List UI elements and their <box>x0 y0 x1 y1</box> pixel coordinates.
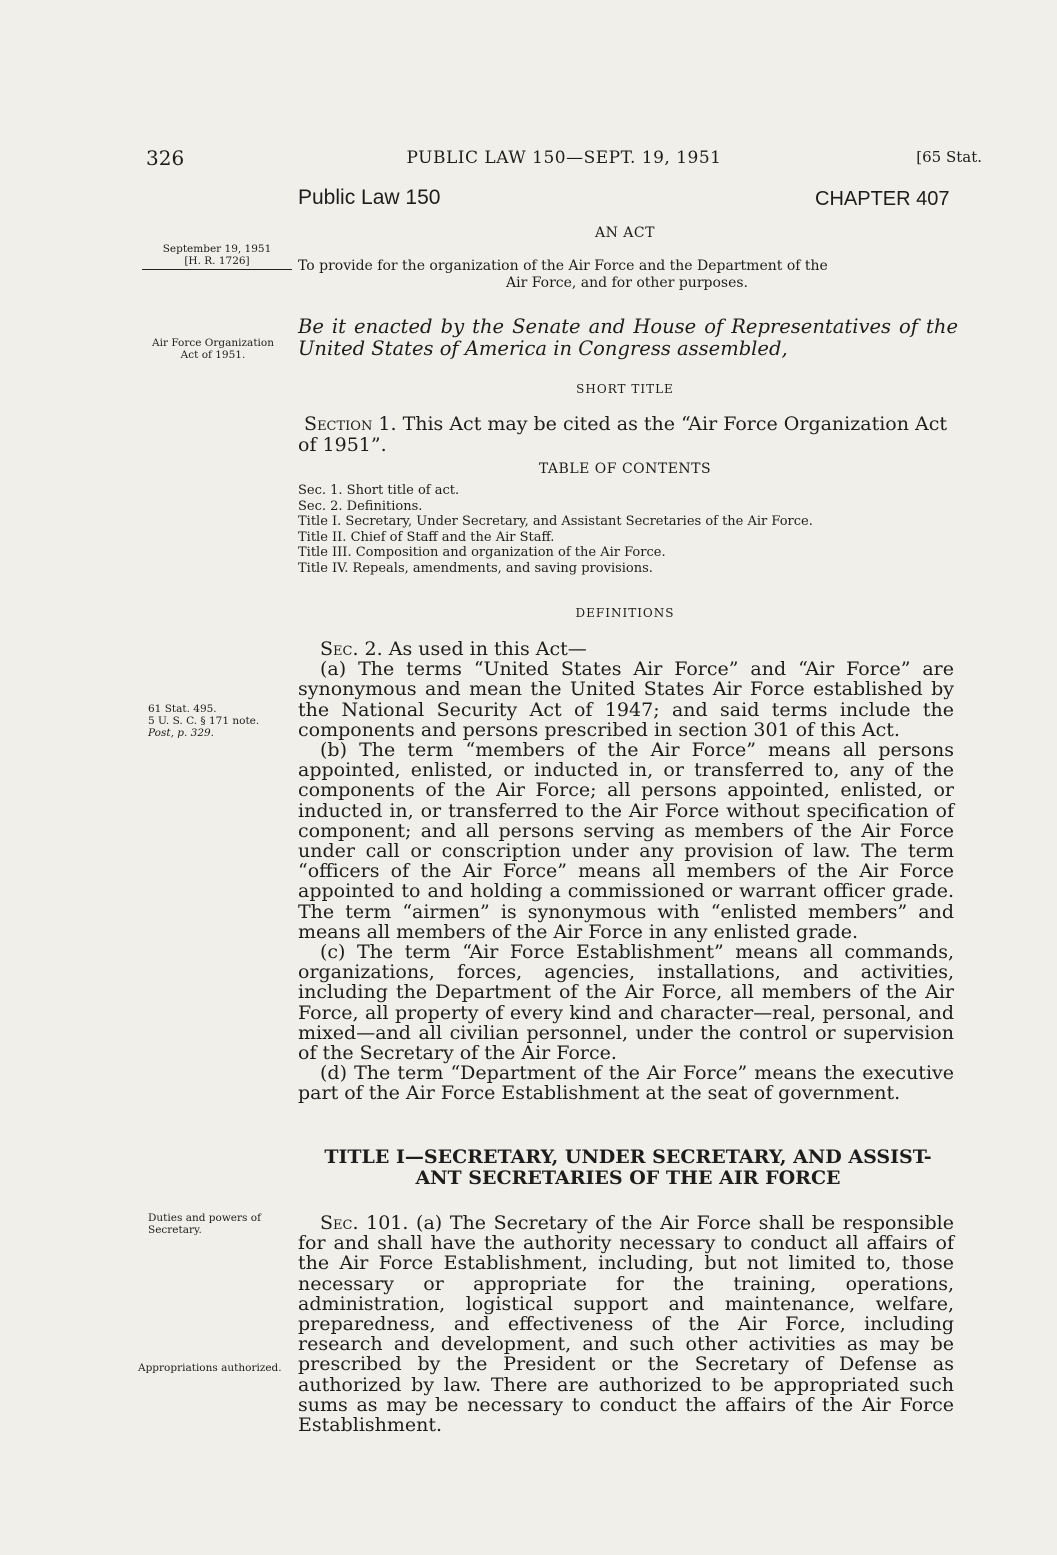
toc-item: Title II. Chief of Staff and the Air Staff. <box>298 529 555 545</box>
enacting-clause: Be it enacted by the Senate and House of Representatives of the United States of America in Congress assembled, <box>298 315 958 360</box>
section-101 <box>298 1213 954 1435</box>
toc-item: Title IV. Repeals, amendments, and saving provisions. <box>298 560 653 576</box>
section-1 <box>298 414 954 456</box>
title-1-heading-line-2: ANT SECRETARIES OF THE AIR FORCE <box>415 1167 841 1189</box>
citation-post: Post, p. 329. <box>148 727 215 739</box>
purpose-line-1: To provide for the organization of the Air Force and the Department of the <box>298 258 828 274</box>
table-of-contents <box>298 483 958 577</box>
title-1-heading <box>298 1147 958 1189</box>
section-1-text: This Act may be cited as the “Air Force Organization Act of 1951”. <box>298 413 948 456</box>
act-purpose <box>298 258 956 292</box>
definition-d: (d) The term “Department of the Air Force” means the executive part of the Air Force Establishment at the seat of government. <box>298 1062 954 1105</box>
chapter-number: CHAPTER 407 <box>815 188 950 210</box>
section-2-label: Sec. 2. <box>320 638 383 660</box>
bill-number: [H. R. 1726] <box>142 255 292 270</box>
toc-item: Title III. Composition and organization of the Air Force. <box>298 545 666 561</box>
toc-item: Sec. 1. Short title of act. <box>298 483 460 498</box>
page-header <box>146 146 982 170</box>
section-1-label: Section 1. <box>304 413 397 435</box>
toc-item: Sec. 2. Definitions. <box>298 498 423 514</box>
citation-stat: 61 Stat. 495. <box>148 703 217 715</box>
statute-reference: [65 Stat. <box>916 148 982 166</box>
definitions-heading: DEFINITIONS <box>575 606 675 620</box>
section-101-text: (a) The Secretary of the Air Force shall be responsible for and shall have the authority necessary to conduct all affairs of the Air Force Establishment, including, but not limited to, those necessary or appropriate for the training, operations, administration, logistical support and maintenance, welfare, preparedness, and effectiveness of the Air Force, including research and development, and such other activities as may be prescribed by the President or the Secretary of Defense as authorized by law. There are authorized to be appropriated such sums as may be necessary to conduct the affairs of the Air Force Establishment. <box>298 1212 955 1437</box>
section-2 <box>298 639 954 1104</box>
definition-a: (a) The terms “United States Air Force” and “Air Force” are synonymous and mean the United States Air Force established by the National Security Act of 1947; and said terms include the components and persons prescribed in section 301 of this Act. <box>298 658 954 741</box>
margin-appropriations: Appropriations authorized. <box>138 1362 282 1374</box>
purpose-line-2: Air Force, and for other purposes. <box>505 275 749 291</box>
toc-item: Title I. Secretary, Under Secretary, and Assistant Secretaries of the Air Force. <box>298 514 813 530</box>
an-act-heading: AN ACT <box>595 225 655 241</box>
citation-usc: 5 U. S. C. § 171 note. <box>148 715 260 727</box>
definition-b: (b) The term “members of the Air Force” means all persons appointed, enlisted, or inducted in, or transferred to, any of the components of the Air Force; all persons appointed, enlisted, or inducted in, or transferred to the Air Force without specification of component; and all persons serving as members of the Air Force under call or conscription under any provision of law. The term “officers of the Air Force” means all members of the Air Force appointed to and holding a commissioned or warrant officer grade. The term “airmen” is synonymous with “enlisted members” and means all members of the Air Force in any enlisted grade. <box>298 739 954 943</box>
title-1-heading-line-1: TITLE I—SECRETARY, UNDER SECRETARY, AND ASSIST- <box>324 1146 932 1168</box>
margin-duties: Duties and powers of Secretary. <box>148 1212 261 1236</box>
margin-citations <box>148 703 298 739</box>
page-number: 326 <box>146 146 185 170</box>
margin-act-name: Air Force Organization Act of 1951. <box>152 337 274 361</box>
section-2-intro: As used in this Act— <box>388 638 587 660</box>
short-title-heading: SHORT TITLE <box>576 382 674 396</box>
definition-c: (c) The term “Air Force Establishment” means all commands, organizations, forces, agencies, installations, and activities, including the Department of the Air Force, all members of the Air Force, all property of every kind and character—real, personal, and mixed—and all civilian personnel, under the control or supervision of the Secretary of the Air Force. <box>298 941 954 1065</box>
section-101-label: Sec. 101. <box>320 1212 409 1234</box>
margin-date <box>142 243 292 270</box>
running-title: PUBLIC LAW 150—SEPT. 19, 1951 <box>406 148 722 168</box>
public-law-title: Public Law 150 <box>298 186 441 209</box>
toc-heading: TABLE OF CONTENTS <box>538 461 712 477</box>
enactment-date: September 19, 1951 <box>162 243 272 255</box>
